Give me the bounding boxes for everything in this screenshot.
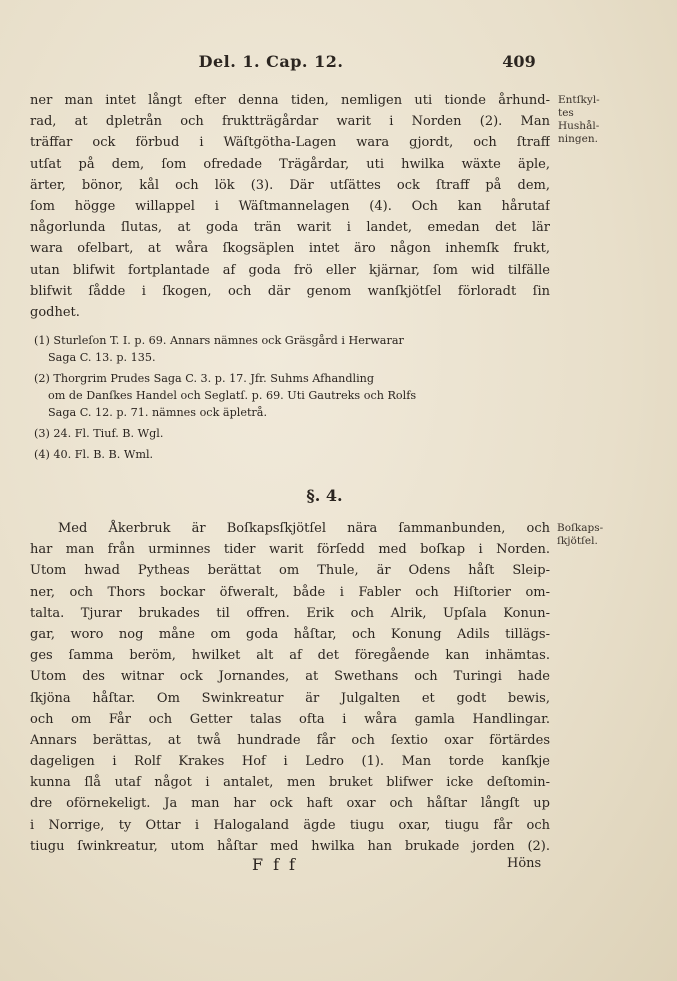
margin-note-line: ſkjötſel. xyxy=(557,535,598,547)
text-line: ges ſamma beröm, hwilket alt af det föregående kan inhämtas. xyxy=(30,648,550,664)
text-line: Annars berättas, at twå hundrade får och ſextio oxar förtärdes xyxy=(30,732,550,748)
text-line: talta. Tjurar brukades til offren. Erik och Alrik, Upſala Konun‐ xyxy=(30,605,550,621)
text-line: Med Åkerbruk är Boſkapsſkjötſel nära ſammanbunden, och xyxy=(58,521,550,536)
margin-note-line: Hushål‐ xyxy=(558,120,600,132)
margin-note-line: Boſkaps‐ xyxy=(557,522,604,534)
running-head: Del. 1. Cap. 12. xyxy=(198,52,344,71)
section-heading xyxy=(0,486,677,505)
page-number: 409 xyxy=(502,52,536,71)
text-line: har man från urminnes tider warit förſedd med boſkap i Norden. xyxy=(30,542,550,558)
text-line: ſom högge willappel i Wäſtmannelagen (4). Och kan hårutaf xyxy=(30,198,550,214)
paragraph-1 xyxy=(30,90,550,323)
text-line: Utom des witnar ock Jornandes, at Swethans och Turingi hade xyxy=(30,669,550,685)
footnote-4: (4) 40. Fl. B. B. Wml. xyxy=(34,448,154,461)
text-line: ärter, bönor, kål och lök (3). Där utſättes ock ſtraff på dem, xyxy=(30,177,550,193)
footnote-2: (2) Thorgrim Prudes Saga C. 3. p. 17. Jfr. Suhms Afhandling xyxy=(34,372,375,385)
text-line: dageligen i Rolf Krakes Hof i Ledro (1). Man torde kanſkje xyxy=(30,754,550,770)
section-number: §. 4. xyxy=(306,486,343,505)
footnotes-block xyxy=(34,332,554,463)
text-line: kunna ſlå utaf något i antalet, men bruket blifwer icke deſtomin‐ xyxy=(30,775,550,791)
text-line: tiugu ſwinkreatur, utom håſtar med hwilka han brukade jorden (2). xyxy=(30,838,550,854)
text-line: ner man intet långt efter denna tiden, nemligen uti tionde århund‐ xyxy=(30,93,550,108)
margin-note-line: ningen. xyxy=(558,133,598,145)
footnote-1-cont: Saga C. 13. p. 135. xyxy=(48,351,156,364)
text-line: någorlunda ſlutas, at goda trän warit i landet, emedan det lär xyxy=(30,220,550,236)
margin-note-household xyxy=(558,94,674,146)
text-line: blifwit ſådde i ſkogen, och där genom wanſkjötſel förloradt ſin xyxy=(30,283,550,299)
text-line: och om Får och Getter talas ofta i wåra gamla Handlingar. xyxy=(30,711,550,727)
catchword: Höns xyxy=(507,856,542,871)
text-line: träffar ock förbud i Wäſtgötha‐Lagen wara gjordt, och ſtraff xyxy=(30,135,550,151)
text-line: ner, och Thors bockar öfweralt, både i Fabler och Hiſtorier om‐ xyxy=(30,584,550,600)
footnote-2-cont: om de Danſkes Handel och Seglatſ. p. 69. Uti Gautreks och Rolfs xyxy=(48,389,417,402)
text-line: godhet. xyxy=(30,304,80,320)
text-line: ſkjöna håſtar. Om Swinkreatur är Julgalten et godt bewis, xyxy=(30,690,550,706)
footnote-3: (3) 24. Fl. Tiuf. B. Wgl. xyxy=(34,427,164,440)
paragraph-2 xyxy=(30,518,550,857)
text-line: rad, at dpletrån och fruktträgårdar warit i Norden (2). Man xyxy=(30,114,550,130)
text-line: utſat på dem, ſom ofredade Trägårdar, uti hwilka wäxte äple, xyxy=(30,156,550,172)
text-line: wara ofelbart, at wåra ſkogsäplen intet äro någon inhemſk frukt, xyxy=(30,241,550,257)
text-line: Utom hwad Pytheas berättat om Thule, är Odens håſt Sleip‐ xyxy=(30,563,550,579)
margin-note-livestock xyxy=(557,522,673,548)
margin-note-line: tes xyxy=(558,107,574,119)
margin-note-line: Entſkyl‐ xyxy=(558,94,600,106)
page-header xyxy=(0,52,677,78)
text-line: i Norrige, ty Ottar i Halogaland ägde tiugu oxar, tiugu får och xyxy=(30,817,550,833)
footnote-2-cont: Saga C. 12. p. 71. nämnes ock äpletrå. xyxy=(48,406,268,419)
text-line: utan blifwit fortplantade af goda frö eller kjärnar, ſom wid tilfälle xyxy=(30,262,550,278)
text-line: dre oförnekeligt. Ja man har ock haft oxar och håſtar långſt up xyxy=(30,796,550,812)
text-line: gar, woro nog måne om goda håſtar, och Konung Adils tillägs‐ xyxy=(30,626,550,642)
signature-mark: Fff xyxy=(252,855,305,874)
footnote-1: (1) Sturleſon T. I. p. 69. Annars nämnes ock Gräsgård i Herwarar xyxy=(34,334,404,347)
